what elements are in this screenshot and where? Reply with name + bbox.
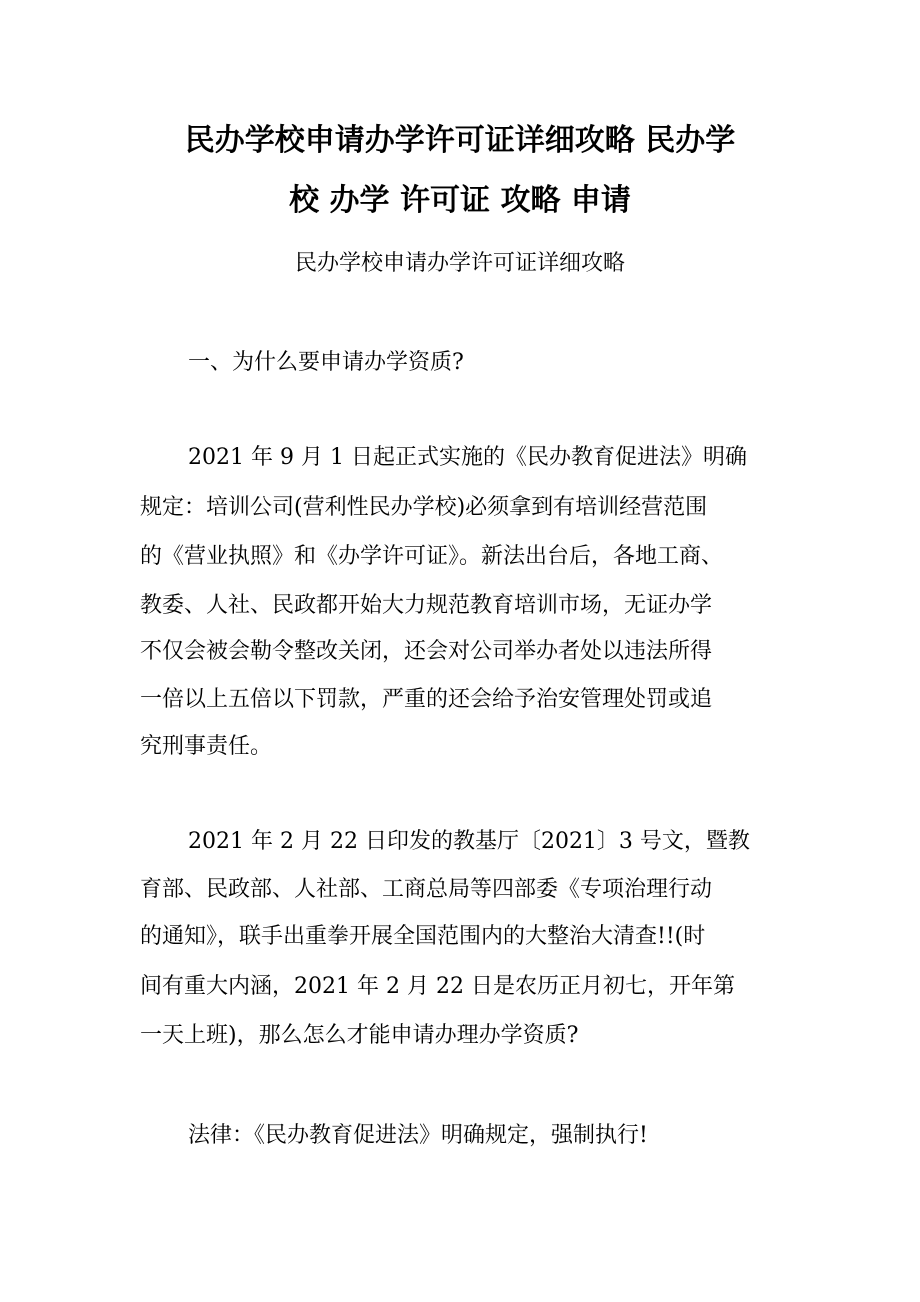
paragraph-line: 的通知》，联手出重拳开展全国范围内的大整治大清查!!(时 [140,924,706,949]
paragraph-line: 2021 年 9 月 1 日起正式实施的《民办教育促进法》明确 [188,445,747,470]
paragraph-line: 一倍以上五倍以下罚款，严重的还会给予治安管理处罚或追 [140,687,713,712]
paragraph-3: 法律：《民办教育促进法》明确规定，强制执行! [188,1123,648,1148]
paragraph-line: 教委、人社、民政都开始大力规范教育培训市场，无证办学 [140,593,713,618]
paragraph-line: 间有重大内涵，2021 年 2 月 22 日是农历正月初七，开年第 [140,974,735,999]
document-subtitle: 民办学校申请办学许可证详细攻略 [294,251,625,276]
document-title-line-2: 校 办学 许可证 攻略 申请 [289,183,631,218]
paragraph-line: 育部、民政部、人社部、工商总局等四部委《专项治理行动 [140,877,713,902]
section-heading: 一、为什么要申请办学资质? [188,350,464,375]
paragraph-line: 2021 年 2 月 22 日印发的教基厅〔2021〕3 号文，暨教 [188,829,750,854]
document-title-line-1: 民办学校申请办学许可证详细攻略 民办学 [184,123,736,158]
paragraph-line: 规定：培训公司(营利性民办学校)必须拿到有培训经营范围 [140,495,708,520]
paragraph-line: 究刑事责任。 [140,734,273,759]
paragraph-line: 不仅会被会勒令整改关闭，还会对公司举办者处以违法所得 [140,639,713,664]
paragraph-line: 一天上班)，那么怎么才能申请办理办学资质? [140,1023,579,1048]
paragraph-line: 的《营业执照》和《办学许可证》。新法出台后，各地工商、 [140,544,724,569]
